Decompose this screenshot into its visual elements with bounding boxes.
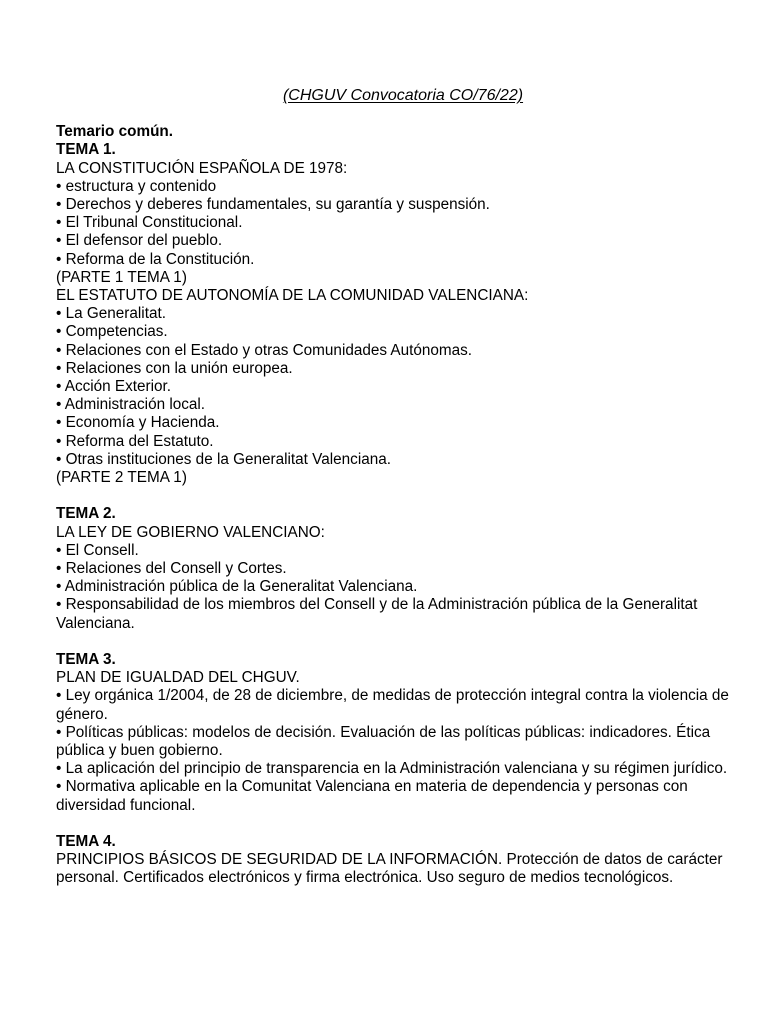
list-item: • Responsabilidad de los miembros del Consell y de la Administración pública de la Generalitat Valenciana. [56, 596, 698, 632]
tema-heading: TEMA 4. [56, 833, 116, 851]
list-item: • Administración local. [56, 396, 206, 414]
document-page [56, 87, 746, 888]
list-item: • La Generalitat. [56, 305, 166, 323]
tema-heading: TEMA 2. [56, 505, 116, 523]
list-item: • Ley orgánica 1/2004, de 28 de diciembre, de medidas de protección integral contra la violencia de género. [56, 687, 729, 723]
tema-1 [56, 141, 746, 487]
list-item: • Administración pública de la Generalitat Valenciana. [56, 578, 418, 596]
list-item: • Relaciones con el Estado y otras Comunidades Autónomas. [56, 341, 473, 359]
list-item: • Relaciones con la unión europea. [56, 359, 293, 377]
spacer [56, 815, 746, 833]
list-item: • Relaciones del Consell y Cortes. [56, 560, 287, 578]
list-item: • Economía y Hacienda. [56, 414, 220, 432]
tema-2 [56, 505, 746, 632]
document-title: (CHGUV Convocatoria CO/76/22) [282, 87, 524, 104]
tema-heading: TEMA 1. [56, 141, 116, 159]
list-item: • Competencias. [56, 323, 168, 341]
block-title: LA CONSTITUCIÓN ESPAÑOLA DE 1978: [56, 159, 348, 177]
tema-3 [56, 651, 746, 815]
part-note: (PARTE 2 TEMA 1) [56, 469, 187, 487]
list-item: • Políticas públicas: modelos de decisión. Evaluación de las políticas públicas: indicadores. Ética pública y buen gobierno. [56, 723, 711, 760]
list-item: • El Tribunal Constitucional. [56, 214, 243, 232]
part-note: (PARTE 1 TEMA 1) [56, 268, 187, 286]
section-label: Temario común. [56, 123, 174, 141]
spacer [56, 487, 746, 505]
list-item: • El defensor del pueblo. [56, 232, 223, 250]
list-item: • Normativa aplicable en la Comunitat Valenciana en materia de dependencia y personas con diversidad funcional. [56, 778, 688, 814]
list-item: • La aplicación del principio de transparencia en la Administración valenciana y su régimen jurídico. [56, 760, 728, 778]
spacer [56, 633, 746, 651]
list-item: • Derechos y deberes fundamentales, su garantía y suspensión. [56, 196, 490, 214]
list-item: • Reforma de la Constitución. [56, 250, 255, 268]
block-title: EL ESTATUTO DE AUTONOMÍA DE LA COMUNIDAD VALENCIANA: [56, 287, 529, 305]
list-item: • Otras instituciones de la Generalitat Valenciana. [56, 450, 391, 468]
list-item: • Acción Exterior. [56, 378, 172, 396]
tema-heading: TEMA 3. [56, 651, 116, 669]
block-title: PLAN DE IGUALDAD DEL CHGUV. [56, 669, 300, 687]
tema-4 [56, 833, 746, 888]
list-item: • El Consell. [56, 541, 139, 559]
list-item: • estructura y contenido [56, 177, 217, 195]
list-item: • Reforma del Estatuto. [56, 432, 214, 450]
block-title: LA LEY DE GOBIERNO VALENCIANO: [56, 523, 325, 541]
block-title: PRINCIPIOS BÁSICOS DE SEGURIDAD DE LA INFORMACIÓN. Protección de datos de carácter personal. Certificados electrónicos y firma electrónica. Uso seguro de medios tecnológicos. [56, 851, 723, 887]
